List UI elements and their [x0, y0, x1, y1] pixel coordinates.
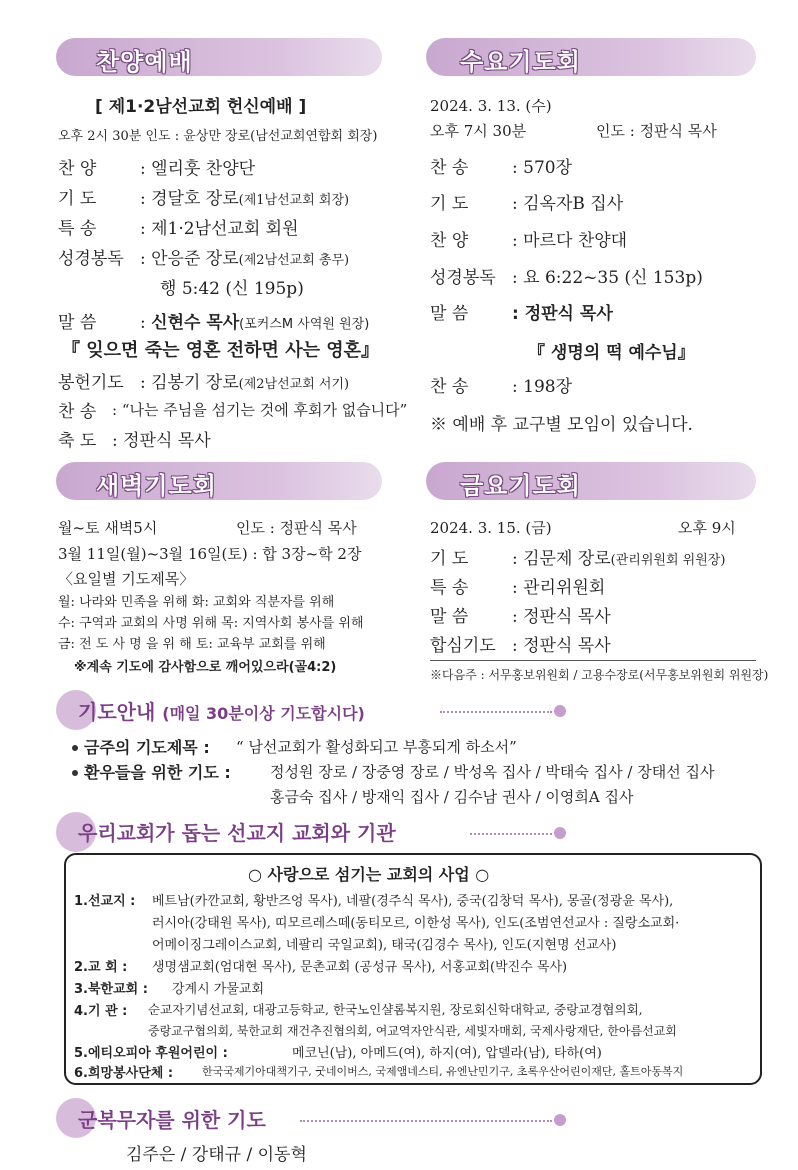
- wednesday-row-value: : 570장: [512, 158, 573, 178]
- wednesday-hymn-value: : 198장: [512, 377, 573, 397]
- missions-box-title: ○ 사랑으로 섬기는 교회의 사업 ○: [248, 865, 490, 884]
- missions-row-value: 메코닌(남), 아메드(여), 하지(여), 압델라(남), 타하(여): [292, 1046, 602, 1061]
- wednesday-notice: ※ 예배 후 교구별 모임이 있습니다.: [430, 415, 693, 435]
- dawn-reading: 3월 11일(월)~3월 16일(토) : 합 3장~학 2장: [58, 545, 362, 563]
- sunday-sermon-title: 『 잊으면 죽는 영혼 전하면 사는 영혼』: [62, 340, 380, 361]
- dawn-header: 새벽기도회: [96, 472, 217, 500]
- prayer-dot-end: [554, 705, 566, 717]
- missions-dot-end: [554, 827, 566, 839]
- wednesday-row-label: 성경봉독: [430, 268, 496, 288]
- missions-row-value: 러시아(강태원 목사), 띠모르레스떼(동티모르, 이한성 목사), 인도(조범연선교사 : 질랑소교회·: [152, 916, 680, 931]
- prayer-patients-line: 정성원 장로 / 장중영 장로 / 박성옥 집사 / 박태숙 집사 / 장태선 집사: [270, 763, 715, 781]
- wednesday-row-label: 찬 양: [430, 231, 469, 251]
- sunday-header: 찬양예배: [96, 48, 193, 76]
- wednesday-date: 2024. 3. 13. (수): [430, 97, 552, 115]
- missions-dotted-line: [470, 833, 552, 835]
- sunday-offering-value: : 김봉기 장로(제2남선교회 서기): [140, 373, 350, 393]
- wednesday-time: 오후 7시 30분: [430, 122, 527, 140]
- dawn-time: 월~토 새벽5시: [58, 519, 158, 537]
- military-names: 김주은 / 강태규 / 이동혁: [126, 1145, 307, 1165]
- missions-row-value: 생명샘교회(엄대현 목사), 문촌교회 (공성규 목사), 서홍교회(박진수 목사): [152, 960, 568, 975]
- prayer-title: 기도안내 (매일 30분이상 기도합시다): [78, 700, 365, 724]
- prayer-patients-line: 홍금숙 집사 / 방재익 집사 / 김수남 권사 / 이영희A 집사: [270, 788, 634, 806]
- military-dotted-line: [300, 1120, 552, 1122]
- sunday-row-label: 찬 양: [58, 159, 97, 179]
- friday-next: ※다음주 : 서무홍보위원회 / 고용수장로(서무홍보위원회 위원장): [430, 668, 769, 682]
- sunday-sermon-label: 말 씀: [58, 313, 97, 333]
- dawn-topic-row: 월: 나라와 민족을 위해 화: 교회와 직분자를 위해: [58, 595, 335, 610]
- wednesday-sermon-label: 말 씀: [430, 304, 469, 324]
- missions-title: 우리교회가 돕는 선교지 교회와 기관: [78, 821, 396, 845]
- prayer-weekly-label: 금주의 기도제목 :: [84, 738, 210, 757]
- missions-row-value: 베트남(카깐교회, 황반즈엉 목사), 네팔(경주식 목사), 중국(김창덕 목사), 몽골(정광윤 목사),: [152, 894, 674, 909]
- sunday-bless-label: 축 도: [58, 431, 97, 451]
- missions-row-value: 어메이징그레이스교회, 네팔리 국일교회), 태국(김경수 목사), 인도(지현명 선교사): [152, 938, 617, 953]
- friday-divider: [430, 660, 756, 661]
- prayer-weekly-value: “ 남선교회가 활성화되고 부흥되게 하소서”: [236, 738, 517, 756]
- sunday-row-value: : 경달호 장로(제1남선교회 회장): [140, 189, 350, 209]
- sunday-sermon-value: : 신현수 목사(포커스M 사역원 원장): [140, 313, 370, 333]
- missions-row-label: 3.북한교회 :: [74, 982, 148, 997]
- wednesday-row-label: 기 도: [430, 194, 469, 214]
- wednesday-row-label: 찬 송: [430, 158, 469, 178]
- bullet-icon: [72, 770, 78, 776]
- sunday-row-label: 기 도: [58, 189, 97, 209]
- sunday-hymn-value: : “나는 주님을 섬기는 것에 후회가 없습니다”: [112, 401, 408, 419]
- missions-row-label: 6.희망봉사단체 :: [74, 1066, 174, 1081]
- sunday-offering-label: 봉헌기도: [58, 373, 124, 393]
- friday-date: 2024. 3. 15. (금): [430, 519, 552, 537]
- friday-row-value: : 김문제 장로(관리위원회 위원장): [512, 549, 726, 569]
- wednesday-sermon-value: : 정판식 목사: [512, 304, 613, 324]
- sunday-row-label: 특 송: [58, 219, 97, 239]
- sunday-scripture: 행 5:42 (신 195p): [160, 279, 304, 299]
- friday-time: 오후 9시: [678, 519, 736, 537]
- sunday-hymn-label: 찬 송: [58, 402, 97, 422]
- military-title: 군복무자를 위한 기도: [78, 1108, 266, 1132]
- wednesday-leader: 인도 : 정판식 목사: [596, 122, 717, 140]
- friday-row-value: : 정판식 목사: [512, 636, 611, 656]
- missions-row-label: 1.선교지 :: [74, 894, 136, 909]
- sunday-bless-value: : 정판식 목사: [112, 431, 211, 451]
- bullet-icon: [72, 745, 78, 751]
- missions-row-value: 강계시 가물교회: [172, 982, 265, 997]
- friday-row-label: 합심기도: [430, 636, 496, 656]
- missions-row-value: 순교자기념선교회, 대광고등학교, 한국노인샬롬복지원, 장로회신학대학교, 중랑교경협의회,: [148, 1002, 643, 1017]
- missions-row-label: 4.기 관 :: [74, 1004, 128, 1019]
- friday-row-value: : 정판식 목사: [512, 607, 611, 627]
- missions-row-label: 5.에티오피아 후원어린이 :: [74, 1046, 228, 1061]
- sunday-time: 오후 2시 30분 인도 : 윤상만 장로(남선교회연합회 회장): [58, 129, 378, 144]
- friday-row-label: 기 도: [430, 549, 469, 569]
- sunday-row-label: 성경봉독: [58, 249, 124, 269]
- sunday-row-value: : 안응준 장로(제2남선교회 총무): [140, 249, 350, 269]
- friday-header: 금요기도회: [460, 472, 581, 500]
- friday-row-label: 특 송: [430, 578, 469, 598]
- wednesday-row-value: : 김옥자B 집사: [512, 194, 624, 214]
- friday-row-value: : 관리위원회: [512, 578, 606, 598]
- wednesday-row-value: : 요 6:22~35 (신 153p): [512, 268, 703, 288]
- dawn-topic-row: 수: 구역과 교회의 사명 위해 목: 지역사회 봉사를 위해: [58, 616, 364, 631]
- missions-row-value: 중랑교구협의회, 북한교회 재건추진협의회, 여교역자안식관, 세빛자매회, 국제사랑재단, 한아름선교회: [148, 1024, 677, 1038]
- missions-row-value: 한국국제기아대책기구, 굿네이버스, 국제앰네스티, 유엔난민기구, 초록우산어린이재단, 홀트아동복지: [202, 1065, 684, 1078]
- sunday-row-value: : 제1·2남선교회 회원: [140, 219, 299, 239]
- wednesday-row-value: : 마르다 찬양대: [512, 231, 628, 251]
- dawn-subtitle: 〈요일별 기도제목〉: [58, 570, 195, 588]
- friday-row-label: 말 씀: [430, 607, 469, 627]
- wednesday-header: 수요기도회: [460, 48, 581, 76]
- dawn-verse: ※계속 기도에 감사함으로 깨어있으라(골4:2): [74, 660, 337, 675]
- prayer-patients-label: 환우들을 위한 기도 :: [84, 763, 231, 782]
- dawn-leader: 인도 : 정판식 목사: [236, 519, 357, 537]
- dawn-topic-row: 금: 전 도 사 명 을 위 해 토: 교육부 교회를 위해: [58, 637, 326, 652]
- missions-row-label: 2.교 회 :: [74, 960, 128, 975]
- wednesday-hymn-label: 찬 송: [430, 377, 469, 397]
- sunday-row-value: : 엘리훗 찬양단: [140, 159, 256, 179]
- sunday-title: [ 제1·2남선교회 헌신예배 ]: [95, 97, 307, 117]
- prayer-dotted-line: [440, 711, 552, 713]
- military-dot-end: [554, 1114, 566, 1126]
- wednesday-sermon-title: 『 생명의 떡 예수님』: [528, 343, 695, 363]
